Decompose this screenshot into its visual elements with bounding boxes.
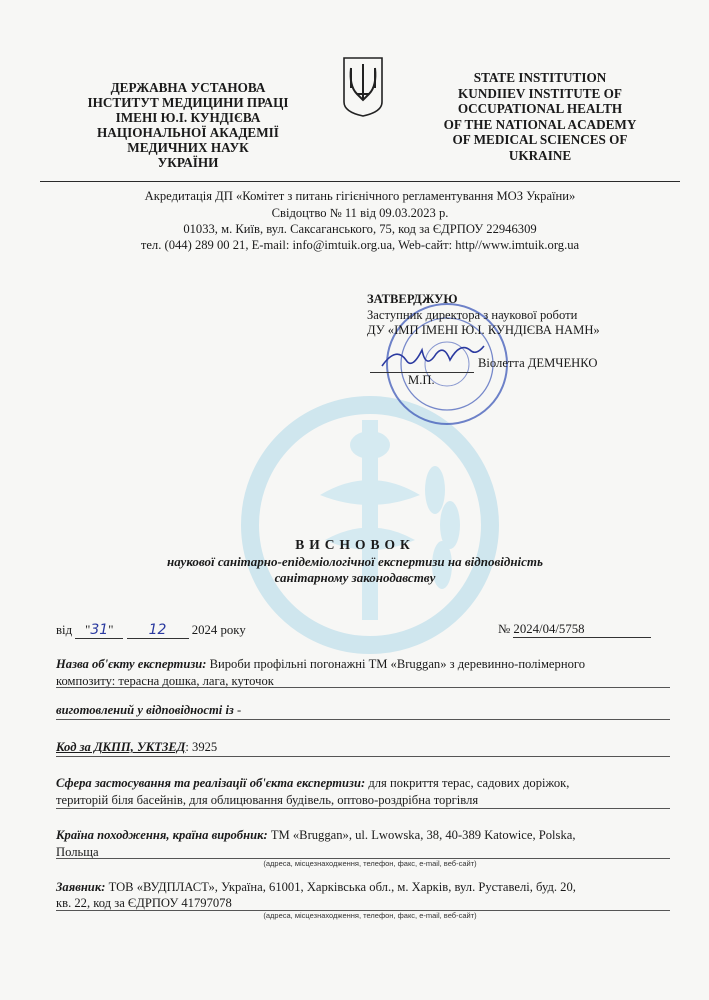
code-value: : 3925 [185,740,218,754]
object-field [56,656,670,673]
country-label: Країна походження, країна виробник: [56,828,268,842]
header-right-line: STATE INSTITUTION [473,70,607,85]
date-number-row [56,622,656,640]
accreditation-line: Акредитація ДП «Комітет з питань гігієнічного регламентування МОЗ України» [144,189,576,203]
header-left-line: УКРАЇНИ [157,155,219,170]
approval-name: Віолетта ДЕМЧЕНКО [478,356,598,370]
header-right-line: UKRAINE [508,147,572,163]
approval-position: Заступник директора з наукової роботи [367,308,578,322]
field-rule [56,756,670,757]
number-value: 2024/04/5758 [513,622,651,638]
document-number [498,622,651,638]
country-field [56,827,670,844]
approval-organization: ДУ «ІМП ІМЕНІ Ю.І. КУНДІЄВА НАМН» [367,323,600,337]
country-value-line-2: Польща [56,845,99,859]
field-rule [56,719,670,720]
document-title: ВИСНОВОК [295,537,415,552]
header-right-line: OF THE NATIONAL ACADEMY [443,116,637,132]
seal-label: М.П. [408,373,435,387]
country-hint: (адреса, місцезнаходження, телефон, факс, e-mail, веб-сайт) [263,859,477,868]
document-subtitle [60,554,650,586]
header-right-line: KUNDIIEV INSTITUTE OF [458,85,622,101]
date-month [127,622,189,639]
institution-name-ua [48,80,328,170]
subtitle-line-2: санітарному законодавству [274,570,436,585]
number-prefix: № [498,622,511,636]
contacts-line: тел. (044) 289 00 21, E-mail: info@imtuik.org.ua, Web-сайт: http//www.imtuik.org.ua [140,238,580,252]
header-left-line: ІНСТИТУТ МЕДИЦИНИ ПРАЦІ [87,95,289,110]
institution-name-en [405,70,675,163]
code-label: Код за ДКПП, УКТЗЕД [56,740,186,754]
applicant-field [56,879,670,896]
date-day-value: 31 [90,622,109,638]
object-label: Назва об'єкту експертизи: [56,657,207,671]
date-prefix: від [56,623,73,637]
header-left-line: НАЦІОНАЛЬНОЇ АКАДЕМІЇ [97,125,279,140]
applicant-value: ТОВ «ВУДПЛАСТ», Україна, 61001, Харківська обл., м. Харків, вул. Руставелі, буд. 20, [108,880,576,894]
certificate-line: Свідоцтво № 11 від 09.03.2023 р. [271,206,449,220]
scope-value: для покриття терас, садових доріжок, [368,776,570,790]
trident-coat-of-arms-icon [340,54,386,118]
header-left-line: ДЕРЖАВНА УСТАНОВА [110,80,266,95]
address-line: 01033, м. Київ, вул. Саксаганського, 75, код за ЄДРПОУ 22946309 [183,222,537,236]
country-value: TM «Bruggan», ul. Lwowska, 38, 40-389 Katowice, Polska, [270,828,576,842]
scope-label: Сфера застосування та реалізації об'єкта експертизи: [56,776,366,790]
field-rule [56,687,670,688]
subtitle-line-1: наукової санітарно-епідеміологічної експертизи на відповідність [167,554,543,569]
date-day: "31" [75,622,123,639]
date-month-value: 12 [148,622,167,638]
header-left-line: ІМЕНІ Ю.І. КУНДІЄВА [115,110,261,125]
scope-field [56,775,670,792]
applicant-label: Заявник: [56,880,106,894]
made-label: виготовлений у відповідності із [56,703,234,717]
header-divider [40,181,680,182]
header-left-line: МЕДИЧНИХ НАУК [127,140,249,155]
applicant-value-line-2: кв. 22, код за ЄДРПОУ 41797078 [56,896,232,910]
object-value: Вироби профільні погонажні ТМ «Bruggan» з деревинно-полімерного [209,657,586,671]
applicant-hint: (адреса, місцезнаходження, телефон, факс, e-mail, веб-сайт) [263,911,477,920]
code-field [56,739,670,756]
approval-heading: ЗАТВЕРДЖУЮ [367,292,458,306]
header-right-line: OF MEDICAL SCIENCES OF [452,132,628,147]
signature-icon [378,338,488,374]
header-right-line: OCCUPATIONAL HEALTH [457,101,623,116]
made-according-field [56,702,670,719]
made-value: - [237,703,242,717]
object-value-line-2: композиту: терасна дошка, лага, куточок [56,674,274,688]
field-rule [56,808,670,809]
scope-value-line-2: територій біля басейнів, для облицювання будівель, оптово-роздрібна торгівля [56,793,479,807]
date-year: 2024 року [191,623,246,637]
